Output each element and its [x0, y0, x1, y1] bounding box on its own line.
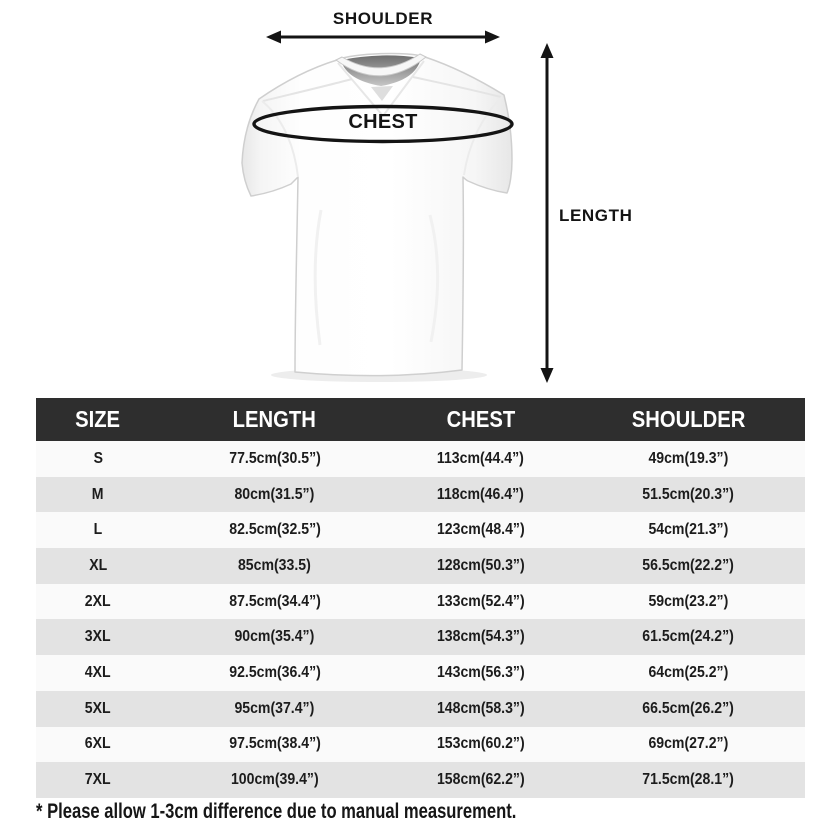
length-cell: 92.5cm(36.4”): [228, 663, 321, 681]
shoulder-cell: 61.5cm(24.2”): [642, 628, 735, 646]
table-row: [36, 655, 805, 691]
table-row: [36, 441, 805, 477]
length-label: LENGTH: [559, 206, 633, 225]
table-row: [36, 477, 805, 513]
chest-cell: 133cm(52.4”): [437, 592, 525, 610]
table-row: [36, 727, 805, 763]
size-cell: 7XL: [84, 771, 111, 789]
chest-cell: 148cm(58.3”): [437, 699, 525, 717]
table-body: [36, 441, 805, 798]
size-cell: L: [93, 521, 103, 539]
shoulder-cell: 71.5cm(28.1”): [642, 771, 735, 789]
shoulder-cell: 59cm(23.2”): [648, 592, 729, 610]
chest-cell: 128cm(50.3”): [437, 556, 525, 574]
table-row: [36, 762, 805, 798]
size-cell: XL: [88, 556, 107, 574]
shoulder-cell: 66.5cm(26.2”): [642, 699, 735, 717]
table-row: [36, 512, 805, 548]
shoulder-cell: 51.5cm(20.3”): [642, 485, 735, 503]
size-cell: M: [92, 485, 104, 503]
shoulder-cell: 56.5cm(22.2”): [642, 556, 735, 574]
shoulder-cell: 54cm(21.3”): [648, 521, 729, 539]
size-table: [36, 398, 805, 798]
column-header-size: SIZE: [75, 406, 121, 432]
length-cell: 80cm(31.5”): [234, 485, 315, 503]
table-header: [36, 398, 805, 441]
chest-label: CHEST: [348, 111, 418, 133]
size-cell: 6XL: [84, 735, 111, 753]
column-header-shoulder: SHOULDER: [631, 406, 746, 432]
chest-cell: 158cm(62.2”): [437, 771, 525, 789]
size-cell: 5XL: [84, 699, 111, 717]
length-cell: 82.5cm(32.5”): [228, 521, 321, 539]
shoulder-cell: 49cm(19.3”): [648, 449, 729, 467]
shoulder-label: SHOULDER: [332, 9, 434, 28]
length-cell: 87.5cm(34.4”): [228, 592, 321, 610]
chest-cell: 118cm(46.4”): [437, 485, 525, 503]
column-header-chest: CHEST: [446, 406, 516, 432]
length-cell: 97.5cm(38.4”): [228, 735, 321, 753]
chest-cell: 123cm(48.4”): [437, 521, 525, 539]
shoulder-cell: 69cm(27.2”): [648, 735, 729, 753]
table-row: [36, 691, 805, 727]
chest-cell: 113cm(44.4”): [437, 449, 525, 467]
length-cell: 100cm(39.4”): [230, 771, 319, 789]
chest-cell: 153cm(60.2”): [437, 735, 525, 753]
shirt-measurement-diagram: [0, 0, 840, 400]
length-cell: 85cm(33.5): [238, 556, 312, 574]
measurement-note: * Please allow 1-3cm difference due to manual measurement.: [36, 800, 517, 823]
size-cell: 3XL: [84, 628, 111, 646]
size-cell: 2XL: [84, 592, 111, 610]
column-header-length: LENGTH: [233, 406, 317, 432]
shoulder-cell: 64cm(25.2”): [648, 663, 729, 681]
table-row: [36, 619, 805, 655]
size-cell: S: [93, 449, 103, 467]
table-row: [36, 548, 805, 584]
shoulder-arrow: [266, 31, 500, 44]
size-cell: 4XL: [84, 663, 111, 681]
shirt-body: [242, 53, 512, 375]
length-cell: 90cm(35.4”): [234, 628, 315, 646]
length-arrow: [541, 43, 554, 383]
length-cell: 95cm(37.4”): [234, 699, 315, 717]
chest-cell: 143cm(56.3”): [437, 663, 525, 681]
table-row: [36, 584, 805, 620]
chest-cell: 138cm(54.3”): [437, 628, 525, 646]
length-cell: 77.5cm(30.5”): [228, 449, 321, 467]
